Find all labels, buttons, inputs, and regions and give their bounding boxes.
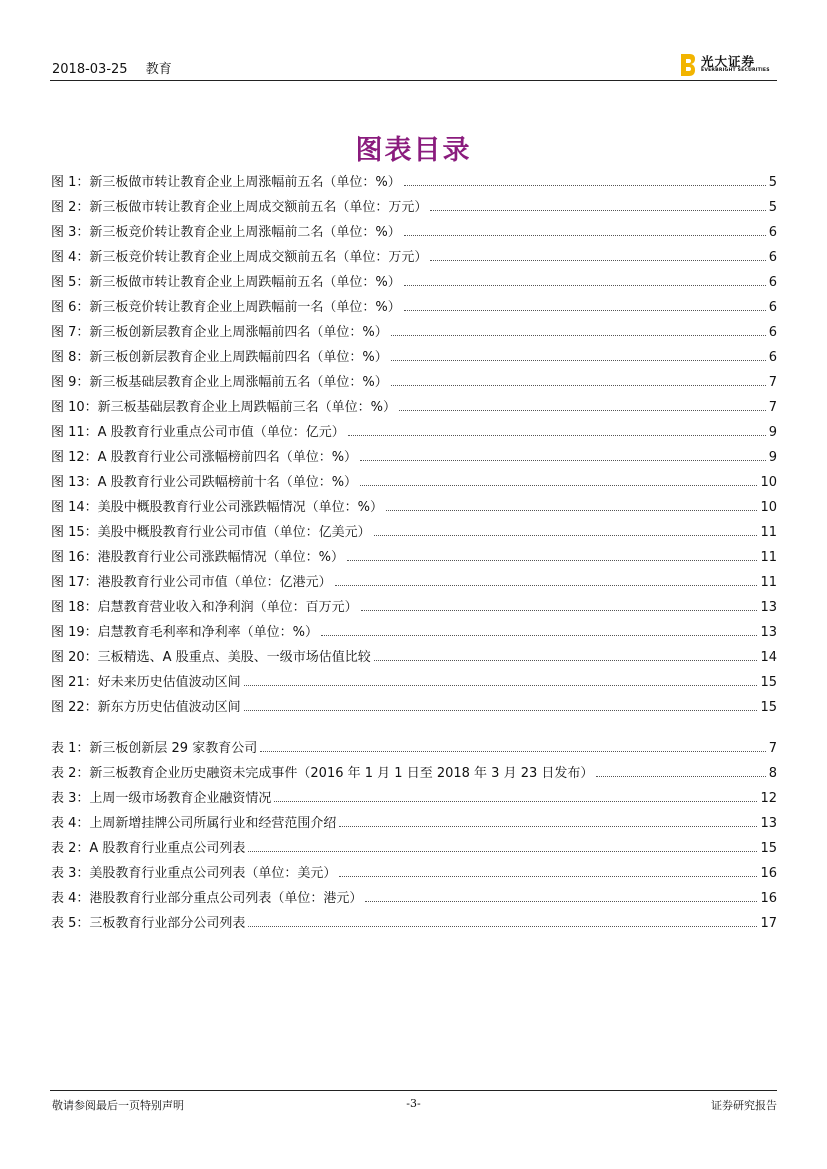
dot-leader: [365, 900, 757, 902]
toc-entry-page: 14: [760, 650, 777, 665]
toc-entry-label: 图 19：启慧教育毛利率和净利率（单位：%）: [51, 625, 319, 640]
figure-toc-entry[interactable]: [51, 321, 777, 346]
toc-entry-page: 9: [768, 425, 777, 440]
toc-entry-page: 15: [760, 841, 777, 856]
toc-entry-page: 13: [760, 600, 777, 615]
toc-entry-page: 6: [768, 350, 777, 365]
figure-toc-entry[interactable]: [51, 371, 777, 396]
toc-entry-label: 图 8：新三板创新层教育企业上周跌幅前四名（单位：%）: [51, 350, 388, 365]
dot-leader: [348, 434, 766, 436]
toc-entry-page: 15: [760, 700, 777, 715]
logo-text-en: EVERBRIGHT SECURITIES: [701, 68, 770, 73]
dot-leader: [430, 209, 765, 211]
figure-toc-entry[interactable]: [51, 546, 777, 571]
figure-toc-entry[interactable]: [51, 296, 777, 321]
dot-leader: [391, 359, 766, 361]
dot-leader: [404, 184, 766, 186]
toc-entry-page: 13: [760, 625, 777, 640]
toc-entry-label: 图 10：新三板基础层教育企业上周跌幅前三名（单位：%）: [51, 400, 397, 415]
dot-leader: [360, 459, 766, 461]
toc-entry-page: 10: [760, 475, 777, 490]
figure-toc-entry[interactable]: [51, 521, 777, 546]
toc-entry-page: 5: [768, 200, 777, 215]
figure-toc-entry[interactable]: [51, 496, 777, 521]
page-header: [50, 52, 777, 81]
everbright-logo: [681, 52, 777, 78]
dot-leader: [361, 609, 758, 611]
toc-entry-page: 11: [760, 575, 777, 590]
toc-entry-page: 8: [768, 766, 777, 781]
toc-entry-page: 11: [760, 550, 777, 565]
toc-entry-label: 图 16：港股教育行业公司涨跌幅情况（单位：%）: [51, 550, 345, 565]
dot-leader: [244, 709, 758, 711]
toc-entry-page: 7: [768, 375, 777, 390]
figure-toc-entry[interactable]: [51, 346, 777, 371]
figure-toc-entry[interactable]: [51, 621, 777, 646]
toc-entry-page: 16: [760, 866, 777, 881]
figure-toc-entry[interactable]: [51, 396, 777, 421]
dot-leader: [391, 384, 766, 386]
toc-entry-page: 5: [768, 175, 777, 190]
toc-entry-page: 11: [760, 525, 777, 540]
dot-leader: [244, 684, 758, 686]
table-toc-entry[interactable]: [51, 812, 777, 837]
toc-entry-page: 6: [768, 275, 777, 290]
table-toc-entry[interactable]: [51, 862, 777, 887]
dot-leader: [339, 825, 757, 827]
toc-entry-label: 图 3：新三板竞价转让教育企业上周涨幅前二名（单位：%）: [51, 225, 401, 240]
figure-list: [51, 171, 777, 721]
dot-leader: [374, 534, 758, 536]
toc-entry-label: 表 2：A 股教育行业重点公司列表: [51, 841, 246, 856]
toc-entry-page: 6: [768, 250, 777, 265]
toc-entry-label: 图 6：新三板竞价转让教育企业上周跌幅前一名（单位：%）: [51, 300, 401, 315]
page-number: -3-: [406, 1097, 421, 1110]
figure-toc-entry[interactable]: [51, 246, 777, 271]
toc-entry-label: 图 22：新东方历史估值波动区间: [51, 700, 241, 715]
dot-leader: [360, 484, 757, 486]
report-section: 教育: [145, 62, 172, 77]
everbright-logo-icon: [681, 54, 695, 76]
table-toc-entry[interactable]: [51, 762, 777, 787]
figure-toc-entry[interactable]: [51, 271, 777, 296]
dot-leader: [391, 334, 766, 336]
dot-leader: [248, 850, 757, 852]
dot-leader: [386, 509, 757, 511]
footer-doc-type: 证券研究报告: [711, 1099, 777, 1112]
dot-leader: [335, 584, 758, 586]
table-list: [51, 737, 777, 937]
figure-toc-entry[interactable]: [51, 196, 777, 221]
toc-entry-label: 图 20：三板精选、A 股重点、美股、一级市场估值比较: [51, 650, 371, 665]
toc-entry-label: 表 5：三板教育行业部分公司列表: [51, 916, 246, 931]
figure-toc-entry[interactable]: [51, 671, 777, 696]
figure-toc-entry[interactable]: [51, 471, 777, 496]
dot-leader: [404, 309, 766, 311]
toc-entry-label: 图 15：美股中概股教育行业公司市值（单位：亿美元）: [51, 525, 371, 540]
figure-toc-entry[interactable]: [51, 571, 777, 596]
figure-toc-entry[interactable]: [51, 696, 777, 721]
toc-entry-label: 图 2：新三板做市转让教育企业上周成交额前五名（单位：万元）: [51, 200, 428, 215]
footer-disclaimer: 敬请参阅最后一页特别声明: [52, 1099, 184, 1112]
figure-toc-entry[interactable]: [51, 171, 777, 196]
toc-entry-label: 表 2：新三板教育企业历史融资未完成事件（2016 年 1 月 1 日至 2018 年 3 月 23 日发布）: [51, 766, 594, 781]
dot-leader: [260, 750, 766, 752]
toc-entry-page: 6: [768, 300, 777, 315]
dot-leader: [248, 925, 757, 927]
page-footer: [50, 1090, 777, 1112]
figure-toc-entry[interactable]: [51, 421, 777, 446]
table-toc-entry[interactable]: [51, 887, 777, 912]
toc-entry-label: 图 1：新三板做市转让教育企业上周涨幅前五名（单位：%）: [51, 175, 401, 190]
header-info: [52, 58, 186, 77]
toc-entry-page: 12: [760, 791, 777, 806]
toc-entry-label: 图 9：新三板基础层教育企业上周涨幅前五名（单位：%）: [51, 375, 388, 390]
figure-toc-entry[interactable]: [51, 596, 777, 621]
dot-leader: [347, 559, 757, 561]
dot-leader: [404, 284, 766, 286]
dot-leader: [321, 634, 757, 636]
toc-entry-label: 图 11：A 股教育行业重点公司市值（单位：亿元）: [51, 425, 345, 440]
dot-leader: [596, 775, 765, 777]
toc-entry-label: 表 4：上周新增挂牌公司所属行业和经营范围介绍: [51, 816, 337, 831]
dot-leader: [339, 875, 757, 877]
toc-entry-label: 图 17：港股教育行业公司市值（单位：亿港元）: [51, 575, 332, 590]
toc-entry-label: 表 3：美股教育行业重点公司列表（单位：美元）: [51, 866, 337, 881]
toc-entry-label: 图 18：启慧教育营业收入和净利润（单位：百万元）: [51, 600, 358, 615]
toc-entry-page: 7: [768, 741, 777, 756]
logo-text-cn: 光大证券: [701, 54, 756, 69]
toc-entry-label: 表 1：新三板创新层 29 家教育公司: [51, 741, 258, 756]
toc-entry-label: 图 13：A 股教育行业公司跌幅榜前十名（单位：%）: [51, 475, 358, 490]
toc-entry-page: 13: [760, 816, 777, 831]
toc-entry-label: 图 12：A 股教育行业公司涨幅榜前四名（单位：%）: [51, 450, 358, 465]
toc-entry-label: 图 5：新三板做市转让教育企业上周跌幅前五名（单位：%）: [51, 275, 401, 290]
toc-entry-page: 15: [760, 675, 777, 690]
toc-entry-label: 表 4：港股教育行业部分重点公司列表（单位：港元）: [51, 891, 363, 906]
dot-leader: [430, 259, 765, 261]
toc-entry-page: 9: [768, 450, 777, 465]
table-toc-entry[interactable]: [51, 737, 777, 762]
dot-leader: [404, 234, 766, 236]
dot-leader: [399, 409, 766, 411]
table-toc-entry[interactable]: [51, 912, 777, 937]
toc-entry-label: 图 7：新三板创新层教育企业上周涨幅前四名（单位：%）: [51, 325, 388, 340]
dot-leader: [374, 659, 758, 661]
figure-toc-entry[interactable]: [51, 221, 777, 246]
page-title: 图表目录: [355, 135, 472, 166]
toc-entry-page: 6: [768, 225, 777, 240]
toc-entry-page: 16: [760, 891, 777, 906]
table-toc-entry[interactable]: [51, 837, 777, 862]
toc-entry-page: 6: [768, 325, 777, 340]
toc-entry-label: 图 21：好未来历史估值波动区间: [51, 675, 241, 690]
dot-leader: [274, 800, 757, 802]
report-date: 2018-03-25: [52, 62, 128, 77]
table-toc-entry[interactable]: [51, 787, 777, 812]
toc-entry-page: 17: [760, 916, 777, 931]
toc-entry-page: 10: [760, 500, 777, 515]
toc-entry-page: 7: [768, 400, 777, 415]
toc-entry-label: 图 14：美股中概股教育行业公司涨跌幅情况（单位：%）: [51, 500, 384, 515]
figure-toc-entry[interactable]: [51, 446, 777, 471]
toc-entry-label: 表 3：上周一级市场教育企业融资情况: [51, 791, 272, 806]
toc-entry-label: 图 4：新三板竞价转让教育企业上周成交额前五名（单位：万元）: [51, 250, 428, 265]
figure-toc-entry[interactable]: [51, 646, 777, 671]
